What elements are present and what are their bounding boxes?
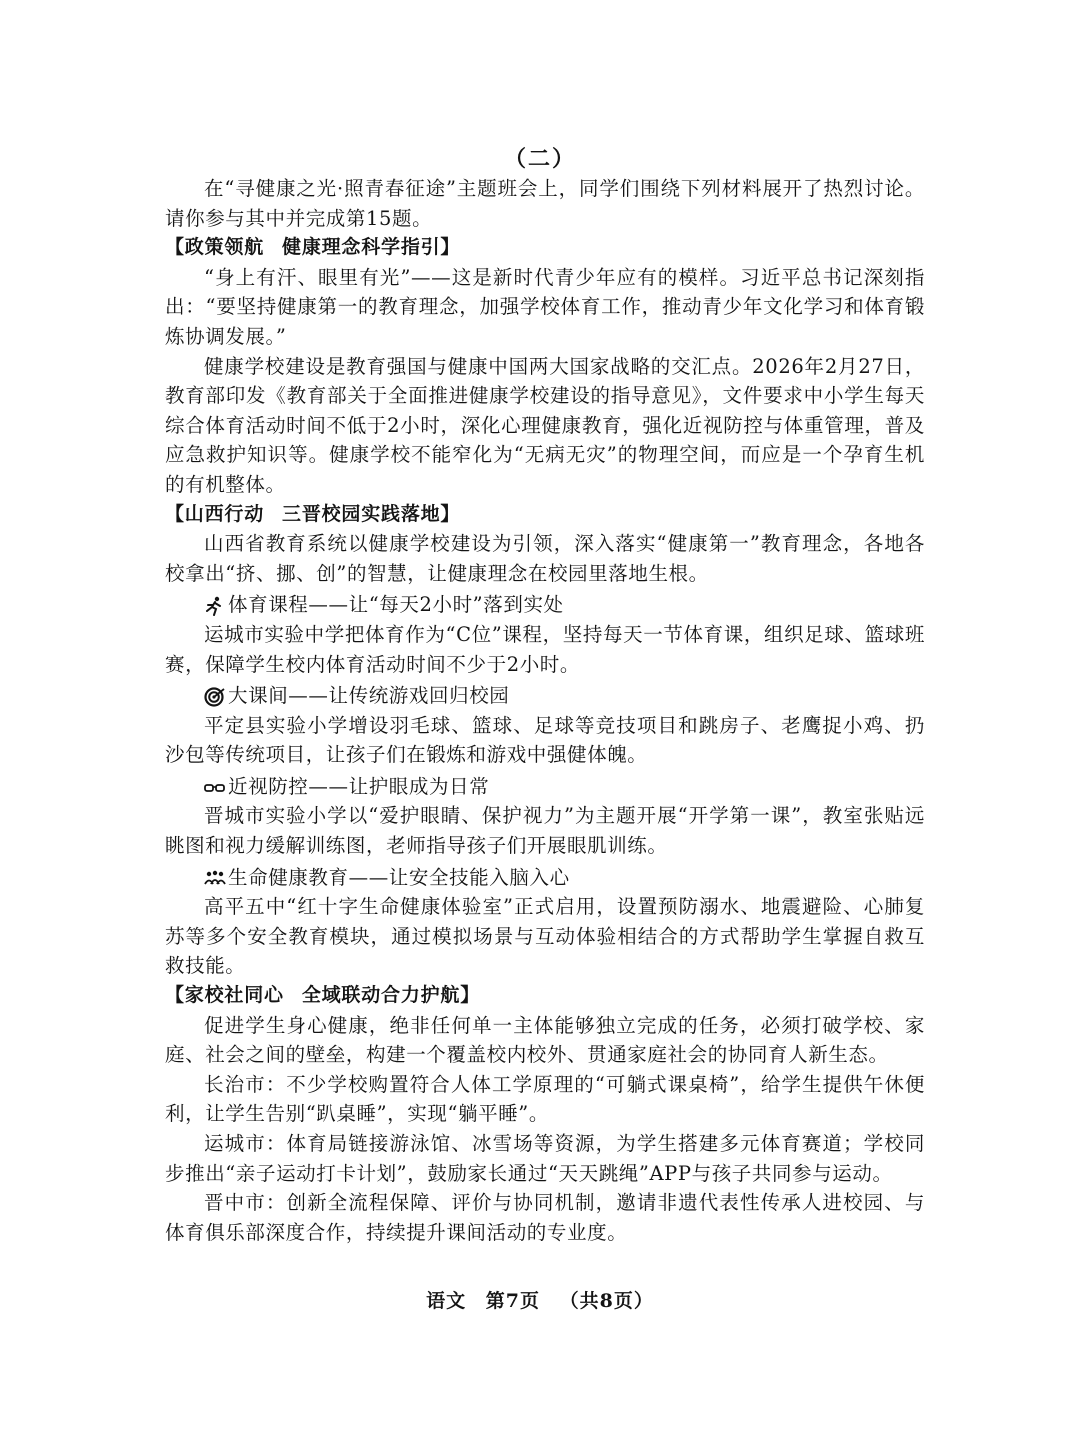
section-heading-policy (165, 233, 925, 263)
paragraph: 长治市：不少学校购置符合人体工学原理的“可躺式课桌椅”，给学生提供午休便利，让学生告别“趴桌睡”，实现“躺平睡”。 (165, 1072, 925, 1126)
paragraph: 促进学生身心健康，绝非任何单一主体能够独立完成的任务，必须打破学校、家庭、社会之间的壁垒，构建一个覆盖校内校外、贯通家庭社会的协同育人新生态。 (165, 1013, 925, 1067)
paragraph: 健康学校建设是教育强国与健康中国两大国家战略的交汇点。2026年2月27日，教育部印发《教育部关于全面推进健康学校建设的指导意见》，文件要求中小学生每天综合体育活动时间不低于2小时，深化心理健康教育，强化近视防控与体重管理，普及应急救护知识等。健康学校不能窄化为“无病无灾”的物理空间，而应是一个孕育生机的有机整体。 (165, 354, 925, 496)
paragraph: 平定县实验小学增设羽毛球、篮球、足球等竞技项目和跳房子、老鹰捉小鸡、扔沙包等传统项目，让孩子们在锻炼和游戏中强健体魄。 (165, 713, 925, 767)
paragraph: 晋中市：创新全流程保障、评价与协同机制，邀请非遗代表性传承人进校园、与体育俱乐部深度合作，持续提升课间活动的专业度。 (165, 1191, 925, 1244)
subheading-big-break (165, 681, 925, 711)
paragraph: 山西省教育系统以健康学校建设为引领，深入落实“健康第一”教育理念，各地各校拿出“挤、挪、创”的智慧，让健康理念在校园里落地生根。 (165, 532, 925, 585)
section-title: （二） (503, 146, 576, 172)
section-heading-family-school (165, 981, 925, 1011)
subheading-pe-course (165, 590, 925, 620)
footer-subject: 语文 (426, 1290, 467, 1312)
glasses-icon (204, 777, 226, 797)
paragraph: 运城市实验中学把体育作为“C位”课程，坚持每天一节体育课，组织足球、篮球班赛，保障学生校内体育活动时间不少于2小时。 (165, 622, 925, 676)
subheading-myopia (165, 772, 925, 802)
paragraph: 高平五中“红十字生命健康体验室”正式启用，设置预防溺水、地震避险、心肺复苏等多个安全教育模块，通过模拟场景与互动体验相结合的方式帮助学生掌握自救互救技能。 (165, 895, 925, 978)
paragraph: 晋城市实验小学以“爱护眼睛、保护视力”为主题开展“开学第一课”，教室张贴远眺图和视力缓解训练图，老师指导孩子们开展眼肌训练。 (165, 804, 925, 858)
people-icon (204, 867, 226, 887)
runner-icon (204, 595, 226, 615)
section-heading-part-b: 健康理念科学指引】 (282, 236, 461, 259)
section-heading-part-b: 三晋校园实践落地】 (282, 502, 461, 525)
subheading-label: 大课间——让传统游戏回归校园 (228, 684, 510, 708)
target-icon (204, 686, 226, 706)
subheading-label: 近视防控——让护眼成为日常 (228, 774, 490, 798)
page-footer (0, 1286, 1080, 1313)
footer-total-pages: （共8页） (559, 1290, 654, 1312)
subheading-label: 体育课程——让“每天2小时”落到实处 (228, 593, 564, 617)
paragraph: “身上有汗、眼里有光”——这是新时代青少年应有的模样。习近平总书记深刻指出：“要坚持健康第一的教育理念，加强学校体育工作，推动青少年文化学习和体育锻炼协调发展。” (165, 265, 925, 348)
intro-paragraph: 在“寻健康之光·照青春征途”主题班会上，同学们围绕下列材料展开了热烈讨论。请你参与其中并完成第15题。 (165, 177, 925, 230)
subheading-label: 生命健康教育——让安全技能入脑入心 (228, 865, 570, 889)
section-heading-part-a: 【山西行动 (165, 502, 265, 525)
section-heading-part-a: 【政策领航 (165, 236, 265, 259)
section-heading-shanxi (165, 500, 925, 530)
subheading-life-health (165, 863, 925, 893)
footer-page-number: 第7页 (485, 1290, 540, 1312)
passage-content (165, 174, 925, 1247)
section-heading-part-a: 【家校社同心 (165, 984, 284, 1007)
paragraph: 运城市：体育局链接游泳馆、冰雪场等资源，为学生搭建多元体育赛道；学校同步推出“亲子运动打卡计划”，鼓励家长通过“天天跳绳”APP与孩子共同参与运动。 (165, 1132, 925, 1185)
section-heading-part-b: 全域联动合力护航】 (301, 984, 481, 1007)
